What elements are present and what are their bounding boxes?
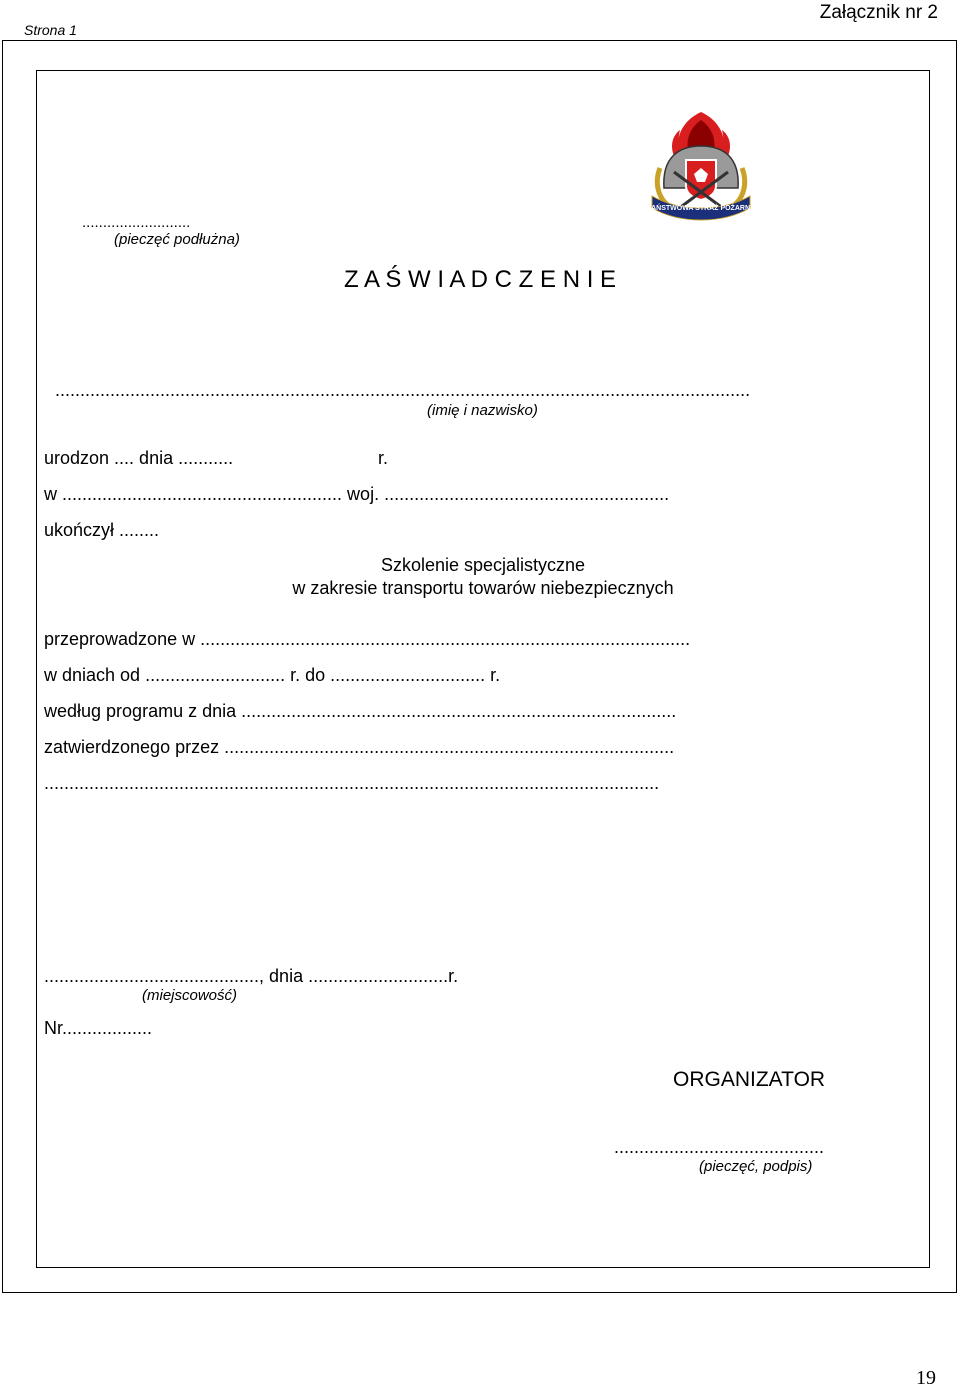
conducted-field: przeprowadzone w ..................................................................................................	[44, 629, 691, 649]
birth-place-field: w ........................................................ woj. .........................................................	[44, 484, 670, 504]
organizer-label: ORGANIZATOR	[673, 1068, 826, 1091]
approved-field: zatwierdzonego przez ..........................................................................................	[44, 737, 675, 757]
logo-ribbon-text: PAŃSTWOWA STRAŻ POŻARNA	[650, 205, 752, 212]
seal-caption: (pieczęć podłużna)	[114, 231, 240, 248]
signature-dots: ..........................................	[614, 1137, 825, 1157]
course-title-line1: Szkolenie specjalistyczne	[380, 555, 586, 575]
birth-year-suffix: r.	[378, 448, 389, 468]
page-number: 19	[916, 1367, 936, 1389]
birth-date-field: urodzon .... dnia ...........	[44, 448, 234, 468]
psp-logo-icon	[650, 108, 752, 230]
course-title-line2: w zakresie transportu towarów niebezpiecznych	[292, 578, 674, 598]
name-dots: ...........................................................................................................................................	[55, 380, 751, 400]
program-field: według programu z dnia .......................................................................................	[44, 701, 677, 721]
seal-dots: ..........................	[82, 214, 191, 231]
signature-caption: (pieczęć, podpis)	[699, 1158, 813, 1175]
name-caption: (imię i nazwisko)	[427, 402, 538, 419]
annex-label: Załącznik nr 2	[819, 2, 938, 23]
page-label: Strona 1	[24, 22, 77, 38]
extra-line: ...........................................................................................................................	[44, 773, 660, 793]
place-date-field: ..........................................., dnia ............................r.	[44, 966, 459, 986]
number-field: Nr..................	[44, 1018, 153, 1038]
document-title: Z A Ś W I A D C Z E N I E	[343, 266, 617, 293]
place-caption: (miejscowość)	[142, 987, 238, 1004]
completed-field: ukończył ........	[44, 520, 160, 540]
dates-field: w dniach od ............................ r. do ............................... r.	[44, 665, 501, 685]
